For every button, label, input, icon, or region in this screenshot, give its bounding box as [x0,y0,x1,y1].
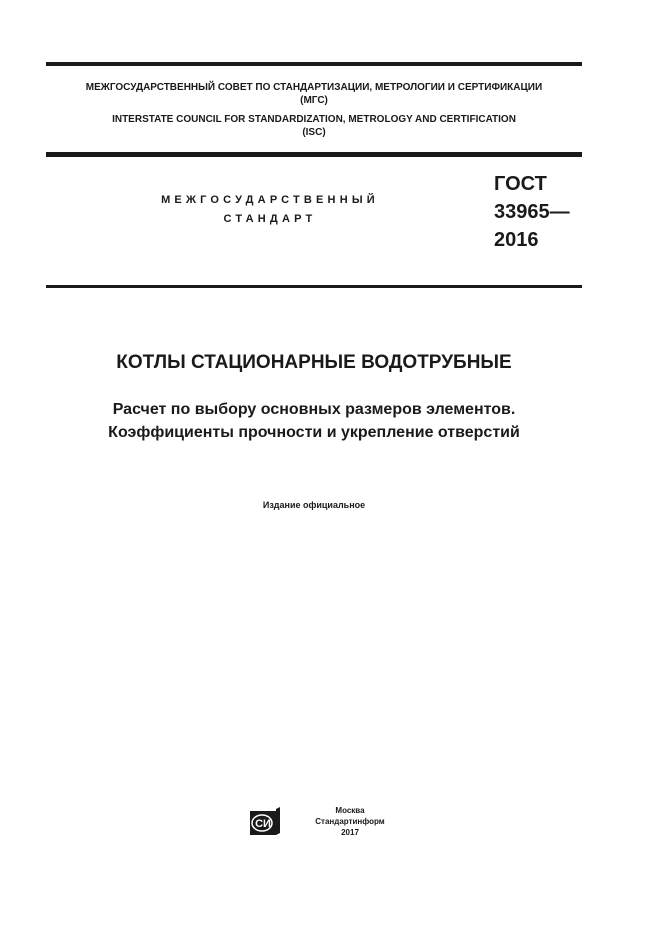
lower-rule [46,285,582,288]
council-ru-abbr: (МГС) [300,95,328,106]
gost-label: ГОСТ [494,173,547,195]
standard-type-line2: СТАНДАРТ [223,213,317,225]
publisher-info [310,805,390,838]
subtitle-line1: Расчет по выбору основных размеров элементов. [112,401,516,418]
council-ru-name: МЕЖГОСУДАРСТВЕННЫЙ СОВЕТ ПО СТАНДАРТИЗАЦИИ, МЕТРОЛОГИИ И СЕРТИФИКАЦИИ [85,82,543,93]
publisher-year: 2017 [341,828,359,837]
svg-text:СИ: СИ [255,818,271,830]
middle-rule [46,152,582,157]
standard-type-line1: МЕЖГОСУДАРСТВЕННЫЙ [161,194,379,206]
edition-note: Издание официальное [262,500,366,510]
council-en-name: INTERSTATE COUNCIL FOR STANDARDIZATION, METROLOGY AND CERTIFICATION [112,114,516,125]
subtitle-line2: Коэффициенты прочности и укрепление отверстий [108,424,520,441]
top-rule [46,62,582,66]
document-subtitle [46,398,582,444]
gost-designation [494,170,570,254]
document-title: КОТЛЫ СТАЦИОНАРНЫЕ ВОДОТРУБНЫЕ [116,352,512,373]
gost-number: 33965— [494,201,570,223]
council-en [46,113,582,139]
council-en-abbr: (ISC) [302,127,326,138]
gost-year: 2016 [494,229,539,251]
publisher-city: Москва [335,806,365,815]
publisher-name: Стандартинформ [315,817,385,826]
standartinform-logo-icon [249,807,281,837]
council-ru [46,81,582,107]
